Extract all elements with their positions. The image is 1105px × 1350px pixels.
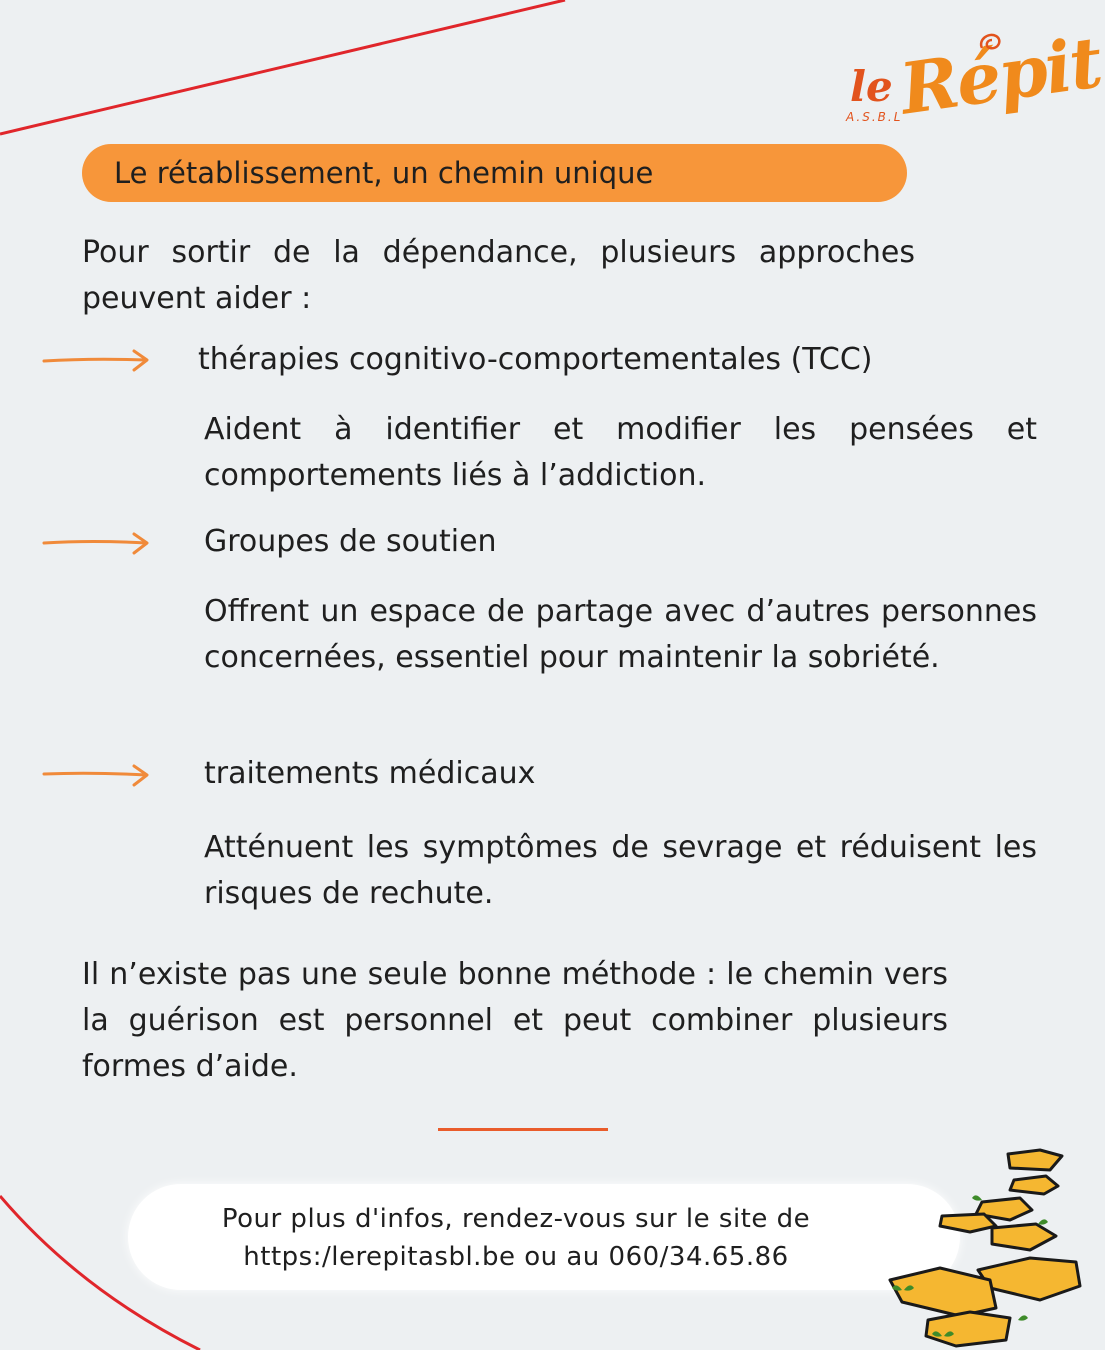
conclusion-text: Il n’existe pas une seule bonne méthode : le chemin vers la guérison est personnel et peut combiner plusieurs formes d’aide. (82, 957, 948, 1084)
sprout-icon (1038, 1219, 1048, 1224)
item-title-tcc: thérapies cognitivo-comportementales (TCC) (198, 342, 873, 377)
divider (438, 1128, 608, 1131)
logo-name-text: Répit (895, 20, 1105, 131)
top-red-line (0, 0, 565, 134)
arrow-right-icon (42, 348, 150, 372)
brand-logo (836, 20, 1105, 152)
sprout-icon (972, 1195, 982, 1200)
arrow-right-icon (42, 531, 150, 555)
stone-shape (940, 1214, 996, 1232)
logo-asbl-text: A.S.B.L (846, 110, 903, 124)
stone-shape (926, 1312, 1010, 1346)
item-title-medical: traitements médicaux (204, 756, 536, 791)
stone-shape (1010, 1176, 1058, 1194)
footer-info-box (128, 1184, 960, 1290)
item-description-medical: Atténuent les symptômes de sevrage et réduisent les risques de rechute. (204, 830, 1037, 911)
stone-shape (992, 1224, 1056, 1250)
arrow-right-icon (42, 763, 150, 787)
logo-le-text: le (850, 62, 893, 111)
section-title: Le rétablissement, un chemin unique (82, 144, 907, 202)
item-description-support-groups: Offrent un espace de partage avec d’autres personnes concernées, essentiel pour maintenir la sobriété. (204, 594, 1037, 675)
logo-swirl-icon (976, 30, 1006, 56)
item-description-tcc: Aident à identifier et modifier les pensées et comportements liés à l’addiction. (204, 412, 1037, 493)
footer-line-1: Pour plus d'infos, rendez-vous sur le site de (221, 1204, 811, 1234)
stepping-stones-illustration (880, 1140, 1080, 1350)
footer-contact-line[interactable]: https:/lerepitasbl.be ou au 060/34.65.86 (243, 1242, 789, 1272)
item-title-support-groups: Groupes de soutien (204, 524, 497, 559)
stone-shape (1008, 1150, 1062, 1170)
intro-text: Pour sortir de la dépendance, plusieurs approches peuvent aider : (82, 235, 915, 316)
sprout-icon (1018, 1315, 1028, 1320)
